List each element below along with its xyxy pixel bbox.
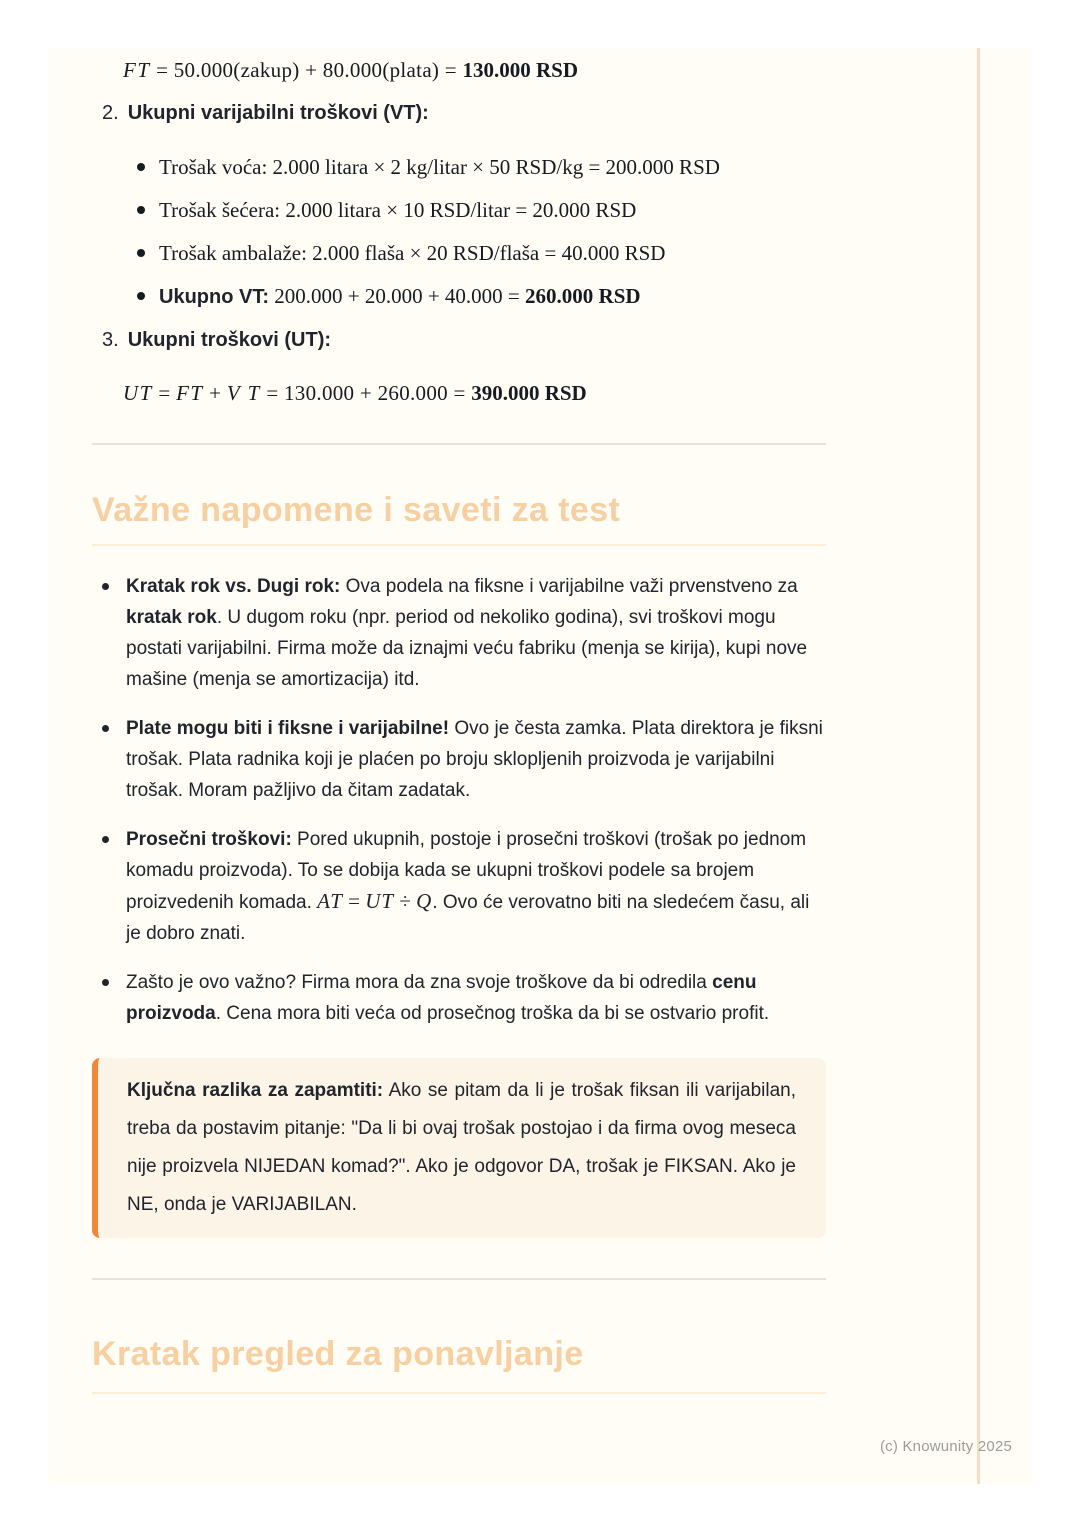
key-takeaway-callout xyxy=(92,1058,826,1238)
page-content xyxy=(92,48,826,1394)
heading-underline xyxy=(92,544,826,546)
step-number: 3. xyxy=(102,329,119,351)
list-item xyxy=(92,284,826,309)
cost-line: Trošak voća: 2.000 litara × 2 kg/litar × 50 RSD/kg = 200.000 RSD xyxy=(159,155,720,179)
formula-operator: + xyxy=(203,381,227,405)
callout-lead: Ključna razlika za zapamtiti: xyxy=(127,1080,384,1101)
formula-variable: AT xyxy=(317,889,343,913)
numbered-step-2 xyxy=(92,101,826,125)
list-item xyxy=(92,198,826,222)
note-bold: kratak rok xyxy=(126,607,217,628)
section-divider xyxy=(92,443,826,445)
note-text: Ovo je česta zamka. Plata direktora je fiksni trošak. Plata radnika koji je plaćen po broju sklopljenih proizvoda je varijabilni trošak. Moram pažljivo da čitam zadatak. xyxy=(126,718,823,801)
list-item xyxy=(92,967,826,1029)
cost-line: Trošak ambalaže: 2.000 flaša × 20 RSD/flaša = 40.000 RSD xyxy=(159,241,666,265)
ut-formula xyxy=(123,381,826,405)
formula-expression: = 130.000 + 260.000 = xyxy=(260,381,472,405)
formula-variable: FT xyxy=(176,381,204,405)
callout-body: Ako se pitam da li je trošak fiksan ili varijabilan, treba da postavim pitanje: "Da li bi ovaj trošak postojao i da firma ovog meseca nije proizvela NIJEDAN komad?". Ako je odgovor DA, trošak je FIKSAN. Ako je NE, onda je VARIJABILAN. xyxy=(127,1080,796,1215)
formula-variable: UT xyxy=(365,889,395,913)
page-accent-vertical-line xyxy=(977,48,980,1484)
step-title: Ukupni troškovi (UT): xyxy=(127,329,332,351)
formula-expression: = 50.000(zakup) + 80.000(plata) = xyxy=(150,58,463,82)
section-heading-review: Kratak pregled za ponavljanje xyxy=(92,1335,584,1373)
cost-line: Trošak šećera: 2.000 litara × 10 RSD/litar = 20.000 RSD xyxy=(159,198,637,222)
note-text: . U dugom roku (npr. period od nekoliko godina), svi troškovi mogu postati varijabilni. Firma može da iznajmi veću fabriku (menja se kirija), kupi nove mašine (menja se amortizacija) itd. xyxy=(126,607,808,690)
section-divider xyxy=(92,1278,826,1280)
formula-result: 390.000 RSD xyxy=(471,381,587,405)
cost-line-lead: Ukupno VT: xyxy=(159,286,269,308)
list-item xyxy=(92,155,826,179)
formula-operator: = xyxy=(152,381,177,405)
note-text: . Cena mora biti veća od prosečnog troška da bi se ostvario profit. xyxy=(215,1003,770,1024)
heading-underline xyxy=(92,1392,826,1394)
note-lead: Kratak rok vs. Dugi rok: xyxy=(126,576,341,597)
cost-line-expression: 200.000 + 20.000 + 40.000 = xyxy=(269,284,526,308)
formula-operator: = xyxy=(342,889,366,913)
copyright-notice: (c) Knowunity 2025 xyxy=(879,1438,1012,1455)
ft-formula xyxy=(123,58,826,82)
cost-line-result: 260.000 RSD xyxy=(525,284,641,308)
variable-costs-list xyxy=(92,155,826,309)
formula-variable: FT xyxy=(123,58,151,82)
note-bold: cenu proizvoda xyxy=(126,972,757,1024)
note-text: Ova podela na fiksne i varijabilne važi prvenstveno za xyxy=(340,576,798,597)
note-text: . Ovo će verovatno biti na sledećem času, ali je dobro znati. xyxy=(126,892,810,944)
note-lead: Prosečni troškovi: xyxy=(126,829,292,850)
numbered-step-3 xyxy=(92,328,826,352)
list-item xyxy=(92,241,826,265)
note-lead: Plate mogu biti i fiksne i varijabilne! xyxy=(126,718,450,739)
formula-variable: V T xyxy=(226,381,261,405)
formula-variable: UT xyxy=(123,381,153,405)
document-page xyxy=(48,48,1032,1484)
step-title: Ukupni varijabilni troškovi (VT): xyxy=(127,102,429,124)
list-item xyxy=(92,571,826,695)
note-text: Zašto je ovo važno? Firma mora da zna svoje troškove da bi odredila xyxy=(126,972,713,993)
notes-list xyxy=(92,571,826,1029)
step-number: 2. xyxy=(102,102,119,124)
list-item xyxy=(92,824,826,949)
list-item xyxy=(92,713,826,806)
formula-operator: ÷ xyxy=(394,889,417,913)
note-text: Pored ukupnih, postoje i prosečni troškovi (trošak po jednom komadu proizvoda). To se dobija kada se ukupni troškovi podele sa brojem proizvedenih komada. xyxy=(126,829,807,913)
formula-result: 130.000 RSD xyxy=(462,58,578,82)
section-heading-notes: Važne napomene i saveti za test xyxy=(92,491,621,529)
formula-variable: Q xyxy=(416,889,433,913)
